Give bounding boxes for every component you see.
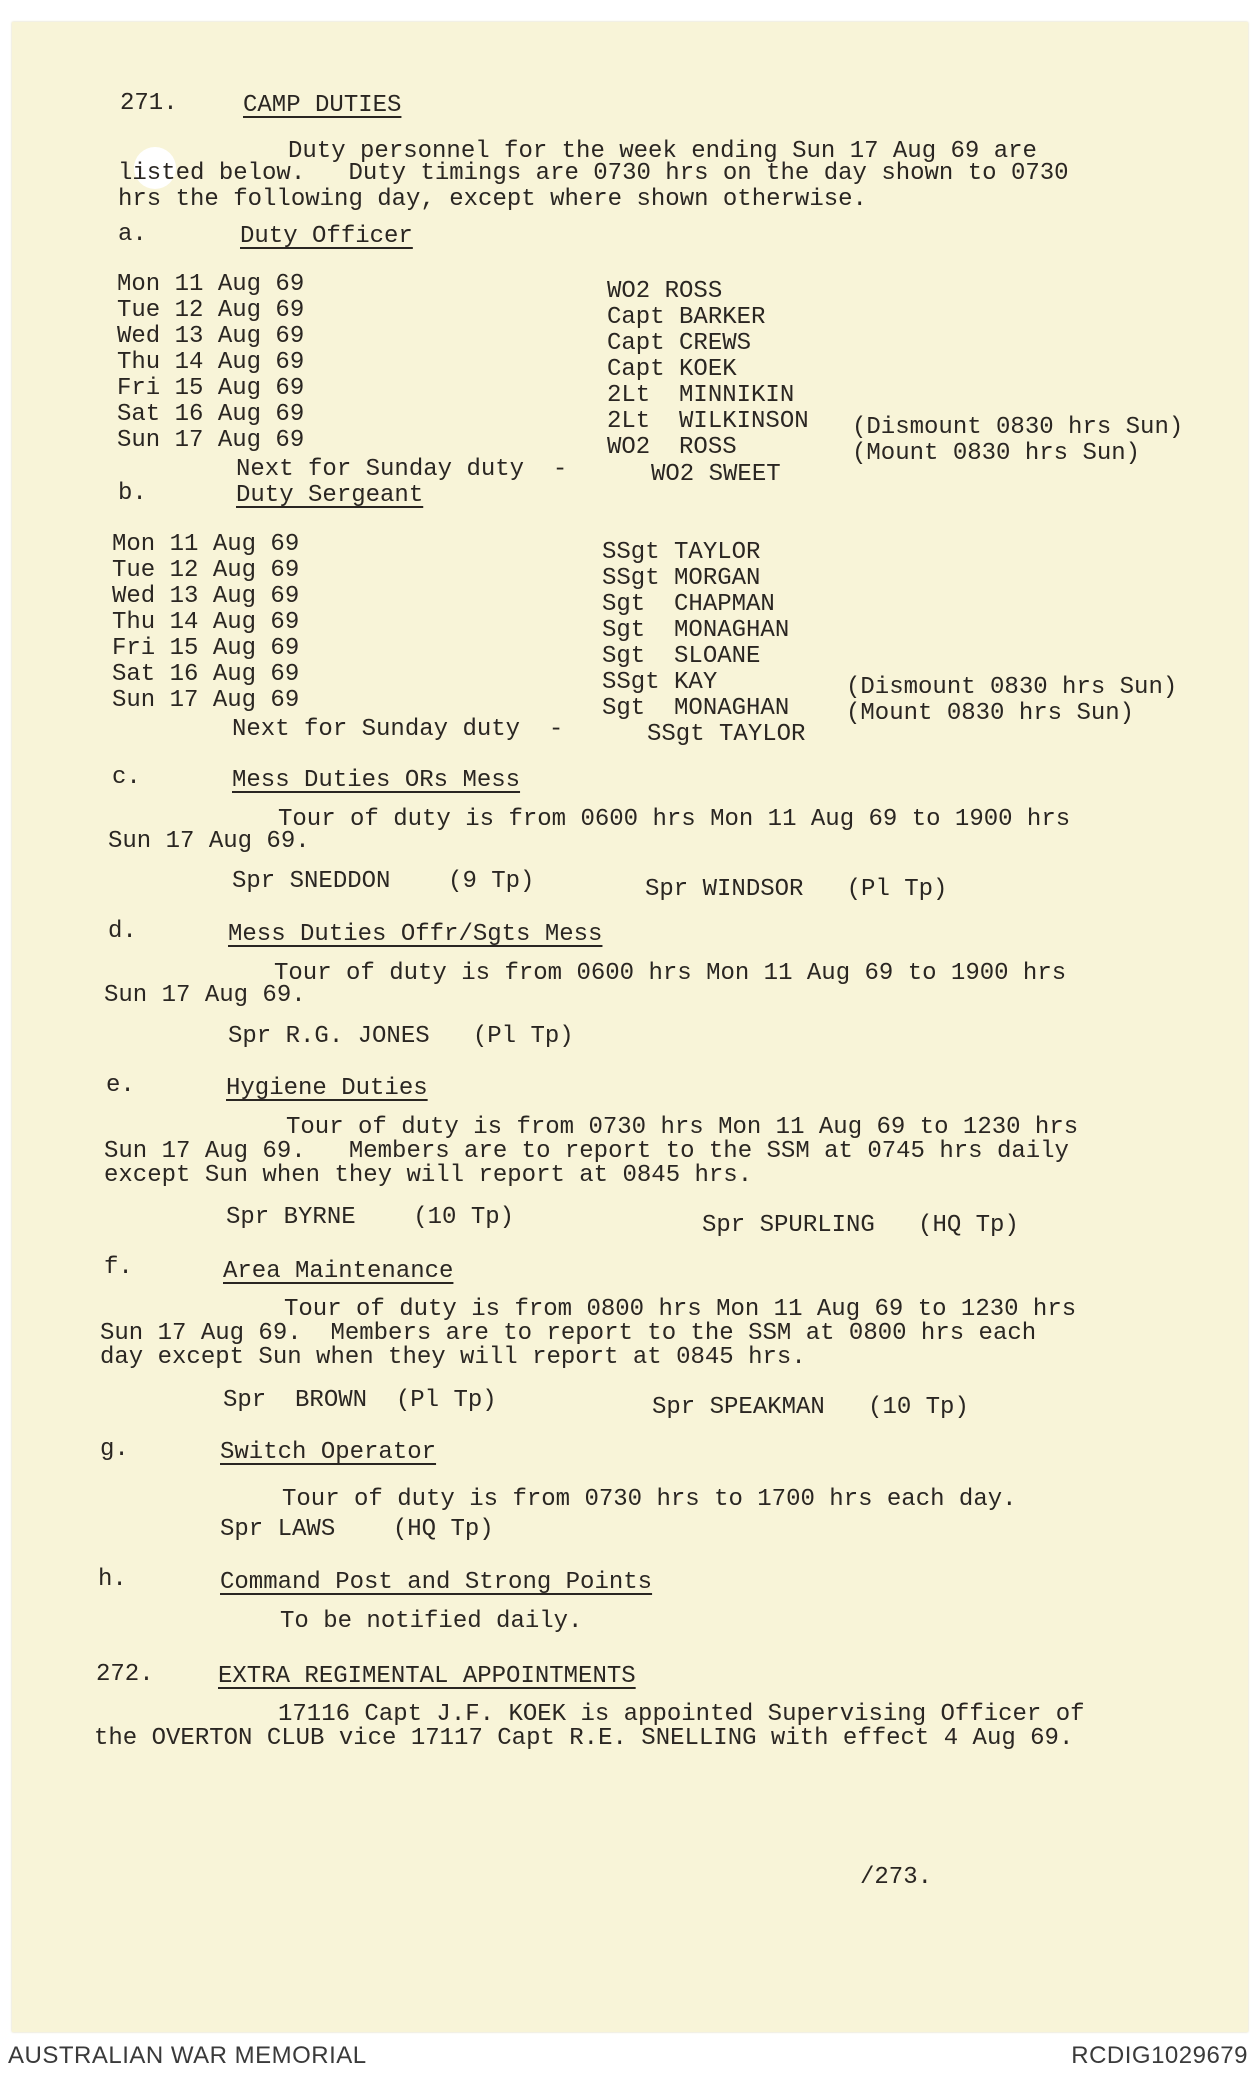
date: Thu 14 Aug 69	[112, 609, 300, 636]
section-g-letter: g.	[100, 1436, 129, 1463]
section-e-person-1: Spr BYRNE (10 Tp)	[226, 1204, 515, 1231]
name: Capt BARKER	[607, 304, 766, 331]
section-e-text-3: except Sun when they will report at 0845 hrs.	[104, 1162, 753, 1189]
name: SSgt TAYLOR	[602, 539, 761, 566]
date: Sun 17 Aug 69	[117, 427, 305, 454]
section-f-title: Area Maintenance	[223, 1258, 454, 1285]
section-b-title: Duty Sergeant	[236, 482, 424, 509]
date: Fri 15 Aug 69	[112, 635, 300, 662]
section-e-letter: e.	[106, 1072, 135, 1099]
dismount-note: (Dismount 0830 hrs Sun)	[846, 674, 1178, 701]
name: Sgt MONAGHAN	[602, 617, 790, 644]
section-e-text-2: Sun 17 Aug 69. Members are to report to the SSM at 0745 hrs daily	[104, 1138, 1069, 1165]
para-272-text-1: 17116 Capt J.F. KOEK is appointed Supervising Officer of	[278, 1701, 1085, 1728]
section-f-text-2: Sun 17 Aug 69. Members are to report to the SSM at 0800 hrs each	[100, 1320, 1037, 1347]
para-272-number: 272.	[96, 1661, 154, 1688]
name: Sgt CHAPMAN	[602, 591, 775, 618]
section-h-title: Command Post and Strong Points	[220, 1569, 653, 1596]
intro-line-1: Duty personnel for the week ending Sun 17 Aug 69 are	[288, 138, 1037, 165]
name: WO2 ROSS	[607, 434, 737, 461]
section-e-title: Hygiene Duties	[226, 1075, 428, 1102]
name: SSgt MORGAN	[602, 565, 761, 592]
section-d-letter: d.	[108, 918, 137, 945]
section-f-text-3: day except Sun when they will report at 0845 hrs.	[100, 1344, 806, 1371]
section-f-letter: f.	[104, 1254, 133, 1281]
date: Tue 12 Aug 69	[112, 557, 300, 584]
next-sunday-label: Next for Sunday duty -	[232, 716, 564, 743]
name: Sgt MONAGHAN	[602, 695, 790, 722]
name: SSgt KAY	[602, 669, 718, 696]
section-c-text-1: Tour of duty is from 0600 hrs Mon 11 Aug 69 to 1900 hrs	[278, 806, 1071, 833]
intro-line-2: listed below. Duty timings are 0730 hrs on the day shown to 0730	[118, 160, 1069, 187]
name: Sgt SLOANE	[602, 643, 761, 670]
section-c-letter: c.	[112, 764, 141, 791]
date: Thu 14 Aug 69	[117, 349, 305, 376]
date: Sun 17 Aug 69	[112, 687, 300, 714]
section-f-person-2: Spr SPEAKMAN (10 Tp)	[652, 1394, 969, 1421]
date: Sat 16 Aug 69	[117, 401, 305, 428]
section-c-text-2: Sun 17 Aug 69.	[108, 828, 310, 855]
section-c-person-1: Spr SNEDDON (9 Tp)	[232, 868, 535, 895]
section-h-text: To be notified daily.	[280, 1608, 583, 1635]
date: Mon 11 Aug 69	[112, 531, 300, 558]
intro-line-3: hrs the following day, except where shown otherwise.	[118, 186, 867, 213]
dismount-note: (Dismount 0830 hrs Sun)	[852, 414, 1184, 441]
para-272-title: EXTRA REGIMENTAL APPOINTMENTS	[218, 1663, 636, 1690]
section-g-person-1: Spr LAWS (HQ Tp)	[220, 1516, 494, 1543]
next-sunday-label: Next for Sunday duty -	[236, 456, 568, 483]
name: 2Lt WILKINSON	[607, 408, 809, 435]
para-272-text-2: the OVERTON CLUB vice 17117 Capt R.E. SNELLING with effect 4 Aug 69.	[94, 1725, 1074, 1752]
date: Sat 16 Aug 69	[112, 661, 300, 688]
section-d-text-2: Sun 17 Aug 69.	[104, 982, 306, 1009]
date: Mon 11 Aug 69	[117, 271, 305, 298]
name: Capt KOEK	[607, 356, 737, 383]
section-g-text: Tour of duty is from 0730 hrs to 1700 hrs each day.	[282, 1486, 1017, 1513]
section-a-letter: a.	[118, 221, 147, 248]
section-f-text-1: Tour of duty is from 0800 hrs Mon 11 Aug 69 to 1230 hrs	[284, 1296, 1077, 1323]
section-g-title: Switch Operator	[220, 1439, 437, 1466]
section-c-title: Mess Duties ORs Mess	[232, 767, 521, 794]
name: 2Lt MINNIKIN	[607, 382, 795, 409]
section-b-letter: b.	[118, 480, 147, 507]
date: Wed 13 Aug 69	[117, 323, 305, 350]
date: Tue 12 Aug 69	[117, 297, 305, 324]
continuation-marker: /273.	[860, 1864, 933, 1891]
name: WO2 ROSS	[607, 278, 723, 305]
section-d-title: Mess Duties Offr/Sgts Mess	[228, 921, 603, 948]
footer-record-id: RCDIG1029679	[1071, 2042, 1248, 2069]
date: Fri 15 Aug 69	[117, 375, 305, 402]
mount-note: (Mount 0830 hrs Sun)	[852, 440, 1141, 467]
section-e-text-1: Tour of duty is from 0730 hrs Mon 11 Aug 69 to 1230 hrs	[286, 1114, 1079, 1141]
name: Capt CREWS	[607, 330, 752, 357]
mount-note: (Mount 0830 hrs Sun)	[846, 700, 1135, 727]
section-a-title: Duty Officer	[240, 223, 413, 250]
section-e-person-2: Spr SPURLING (HQ Tp)	[702, 1212, 1019, 1239]
section-c-person-2: Spr WINDSOR (Pl Tp)	[645, 876, 948, 903]
section-d-person-1: Spr R.G. JONES (Pl Tp)	[228, 1023, 574, 1050]
next-sunday-name: SSgt TAYLOR	[647, 721, 806, 748]
para-271-title: CAMP DUTIES	[243, 92, 402, 119]
date: Wed 13 Aug 69	[112, 583, 300, 610]
footer-archive-name: AUSTRALIAN WAR MEMORIAL	[8, 2042, 367, 2069]
section-d-text-1: Tour of duty is from 0600 hrs Mon 11 Aug 69 to 1900 hrs	[274, 960, 1067, 987]
para-271-number: 271.	[120, 90, 178, 117]
section-f-person-1: Spr BROWN (Pl Tp)	[223, 1387, 497, 1414]
next-sunday-name: WO2 SWEET	[651, 461, 781, 488]
section-h-letter: h.	[98, 1566, 127, 1593]
